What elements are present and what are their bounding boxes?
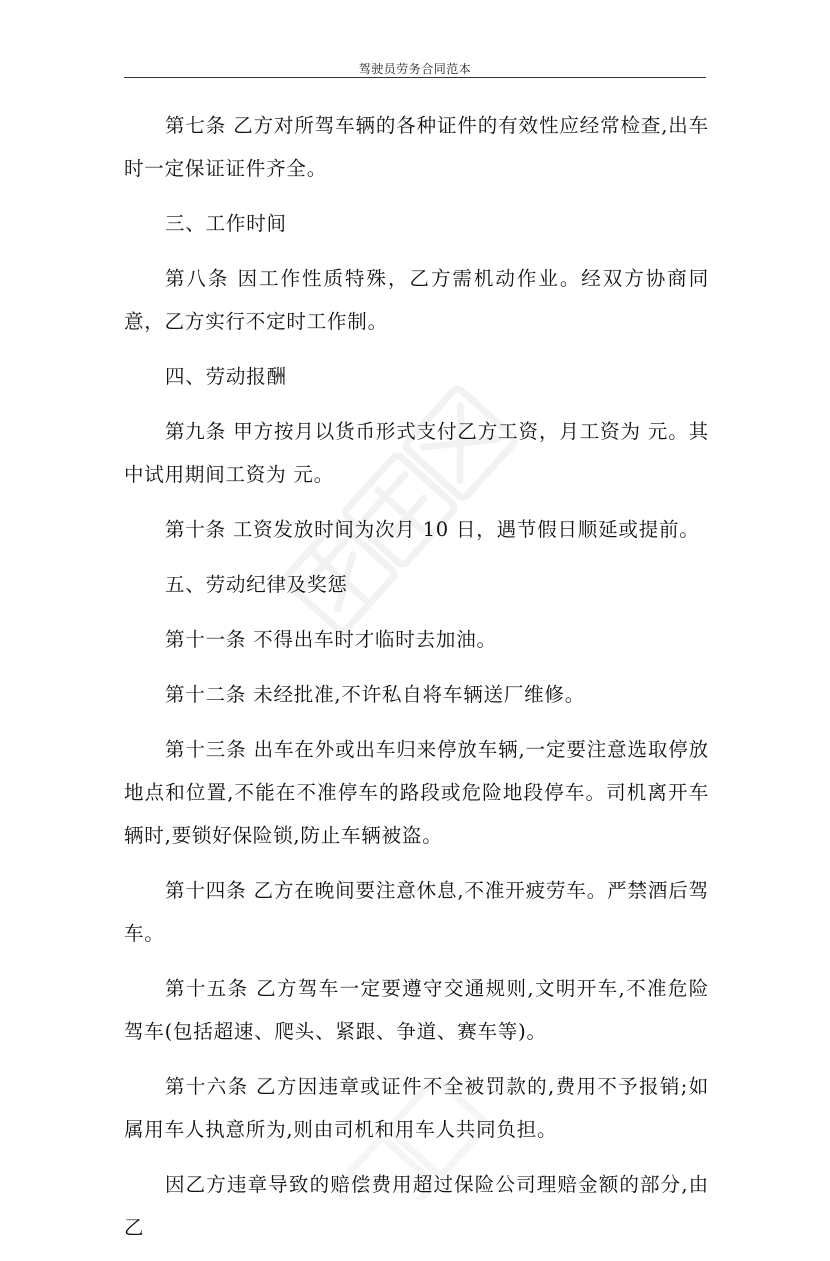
article-15: 第十五条 乙方驾车一定要遵守交通规则,文明开车,不准危险驾车(包括超速、爬头、紧跟、争道、赛车等)。 <box>124 977 709 1043</box>
article-10: 第十条 工资发放时间为次月 10 日，遇节假日顺延或提前。 <box>165 518 700 541</box>
article-7: 第七条 乙方对所驾车辆的各种证件的有效性应经常检查,出车时一定保证证件齐全。 <box>124 114 709 180</box>
document-body <box>124 104 709 1261</box>
section-heading-work-time: 三、工作时间 <box>165 212 287 235</box>
article-13: 第十三条 出车在外或出车归来停放车辆,一定要注意选取停放地点和位置,不能在不准停车的路段或危险地段停车。司机离开车辆时,要锁好保险锁,防止车辆被盗。 <box>124 738 709 847</box>
article-12: 第十二条 未经批准,不许私自将车辆送厂维修。 <box>165 683 585 706</box>
article-8: 第八条 因工作性质特殊，乙方需机动作业。经双方协商同意，乙方实行不定时工作制。 <box>124 267 709 333</box>
header-divider <box>124 77 706 78</box>
section-heading-discipline: 五、劳动纪律及奖惩 <box>165 573 348 596</box>
article-11: 第十一条 不得出车时才临时去加油。 <box>165 628 497 651</box>
article-16: 第十六条 乙方因违章或证件不全被罚款的,费用不予报销;如属用车人执意所为,则由司机和用车人共同负担。 <box>124 1075 709 1141</box>
section-heading-remuneration: 四、劳动报酬 <box>165 365 287 388</box>
page-header: 驾驶员劳务合同范本 <box>358 62 472 76</box>
article-9: 第九条 甲方按月以货币形式支付乙方工资，月工资为 元。其中试用期间工资为 元。 <box>124 420 709 486</box>
continuation-paragraph: 因乙方违章导致的赔偿费用超过保险公司理赔金额的部分,由乙 <box>124 1173 709 1239</box>
article-14: 第十四条 乙方在晚间要注意休息,不准开疲劳车。严禁酒后驾车。 <box>124 879 709 945</box>
